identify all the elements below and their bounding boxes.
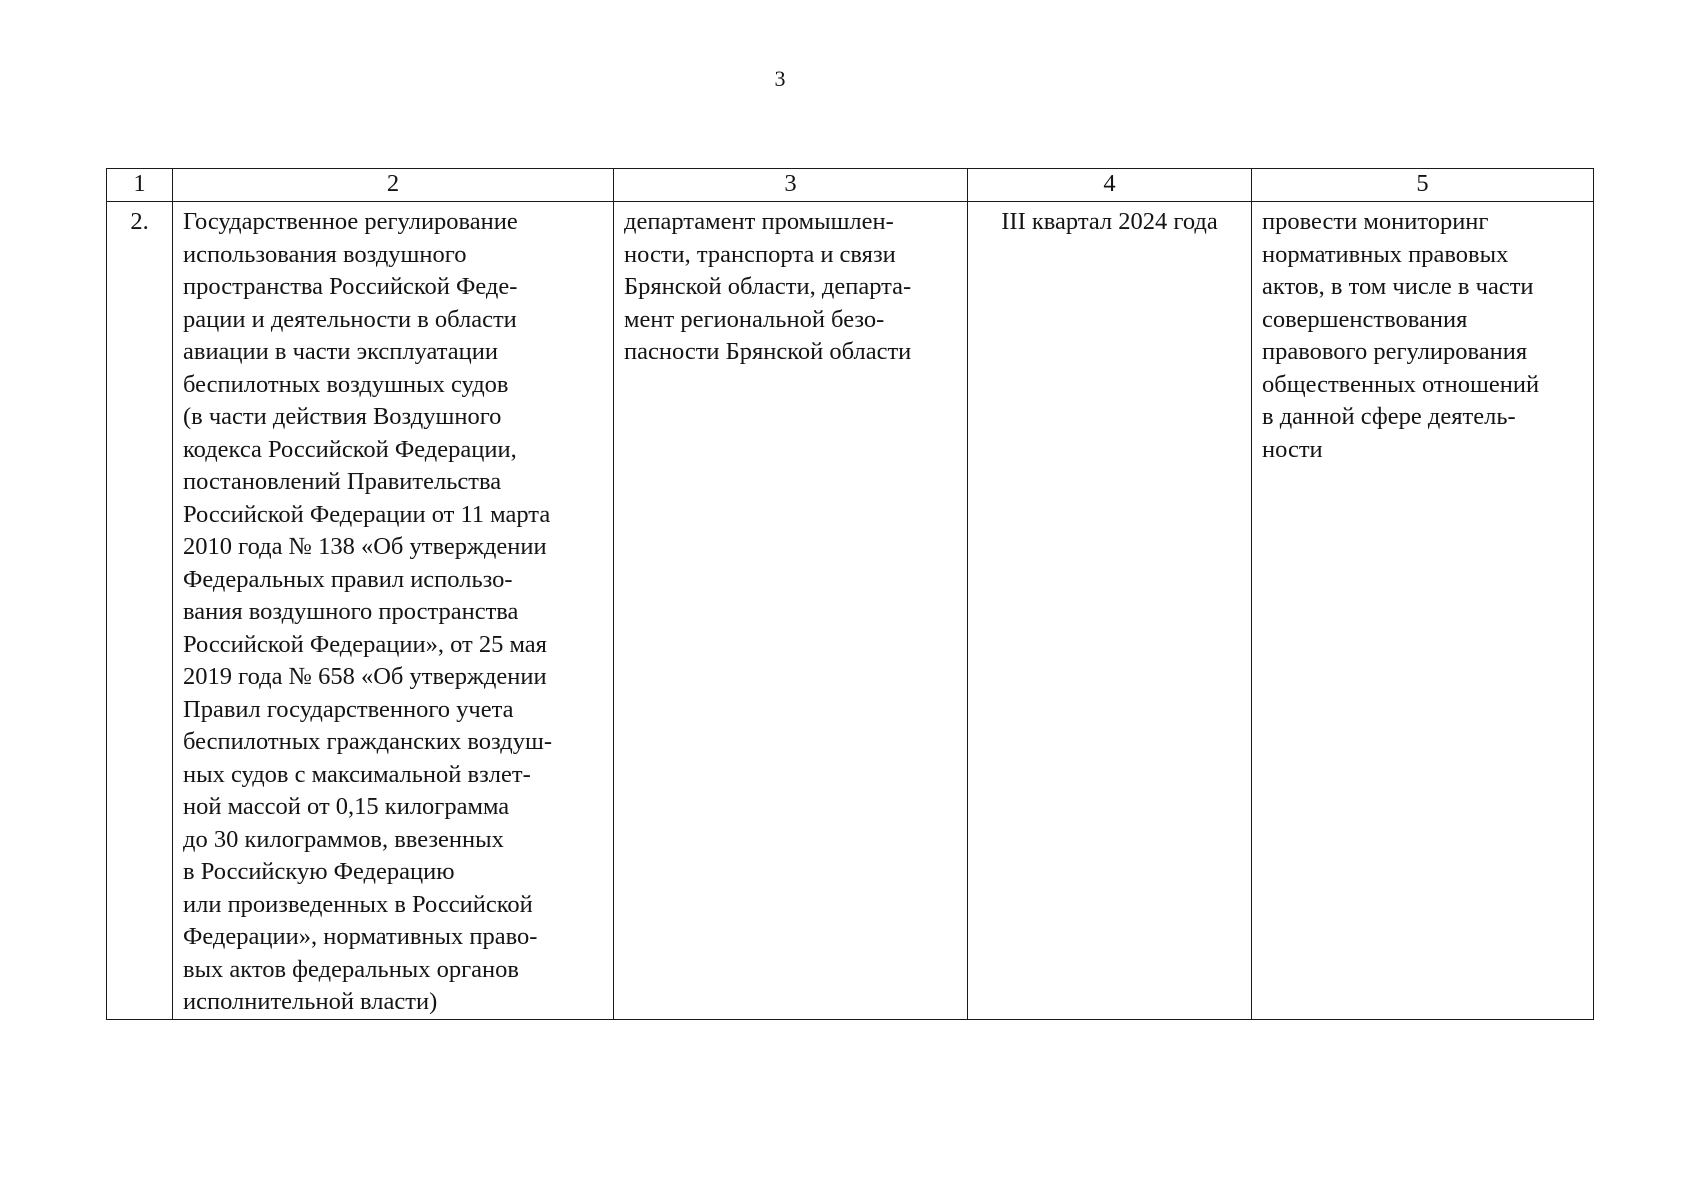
responsible-executor-cell bbox=[614, 202, 968, 1020]
action-line: провести мониторинг bbox=[1262, 208, 1489, 235]
subject-line: в Российскую Федерацию bbox=[183, 858, 455, 885]
subject-line: (в части действия Воздушного bbox=[183, 403, 502, 430]
subject-line: авиации в части эксплуатации bbox=[183, 338, 498, 365]
subject-line: кодекса Российской Федерации, bbox=[183, 435, 517, 463]
table-row bbox=[107, 202, 1594, 1020]
responsible-line: Брянской области, департа- bbox=[624, 273, 912, 300]
action-line: ности bbox=[1262, 435, 1323, 463]
subject-line: постановлений Правительства bbox=[183, 468, 502, 495]
responsible-line: пасности Брянской области bbox=[624, 338, 912, 365]
responsible-line: мент региональной безо- bbox=[624, 305, 885, 333]
subject-line: беспилотных гражданских воздуш- bbox=[183, 728, 552, 755]
measures-table bbox=[106, 168, 1594, 1020]
responsible-line: ности, транспорта и связи bbox=[624, 240, 896, 268]
subject-line: Российской Федерации от 11 марта bbox=[183, 500, 551, 528]
subject-line: беспилотных воздушных судов bbox=[183, 370, 509, 398]
subject-line: вания воздушного пространства bbox=[183, 598, 519, 625]
subject-line: рации и деятельности в области bbox=[183, 305, 517, 333]
subject-line: 2010 года № 138 «Об утверждении bbox=[183, 533, 547, 560]
subject-line: ной массой от 0,15 килограмма bbox=[183, 793, 510, 820]
subject-line: Государственное регулирование bbox=[183, 208, 518, 235]
action-line: нормативных правовых bbox=[1262, 240, 1509, 268]
action-line: правового регулирования bbox=[1262, 338, 1528, 365]
row-number: 2. bbox=[107, 202, 173, 1020]
action-cell bbox=[1252, 202, 1594, 1020]
action-line: совершенствования bbox=[1262, 305, 1468, 333]
subject-line: вых актов федеральных органов bbox=[183, 955, 519, 983]
subject-line: или произведенных в Российской bbox=[183, 890, 533, 918]
subject-line: Российской Федерации», от 25 мая bbox=[183, 630, 547, 658]
subject-line: Федеральных правил использо- bbox=[183, 565, 513, 593]
subject-line: ных судов с максимальной взлет- bbox=[183, 760, 531, 788]
header-cell-4: 4 bbox=[968, 169, 1252, 202]
action-line: актов, в том числе в части bbox=[1262, 273, 1534, 300]
action-line: общественных отношений bbox=[1262, 370, 1540, 398]
deadline-cell: III квартал 2024 года bbox=[968, 202, 1252, 1020]
header-cell-2: 2 bbox=[173, 169, 614, 202]
subject-line: до 30 килограммов, ввезенных bbox=[183, 825, 504, 853]
page-number: 3 bbox=[774, 66, 786, 91]
subject-line: исполнительной власти) bbox=[183, 988, 438, 1015]
header-cell-1: 1 bbox=[107, 169, 173, 202]
subject-line: Федерации», нормативных право- bbox=[183, 923, 538, 950]
regulation-subject-cell bbox=[173, 202, 614, 1020]
subject-line: Правил государственного учета bbox=[183, 695, 514, 723]
subject-line: пространства Российской Феде- bbox=[183, 273, 518, 300]
action-line: в данной сфере деятель- bbox=[1262, 403, 1516, 430]
table-header-row bbox=[107, 169, 1594, 202]
header-cell-5: 5 bbox=[1252, 169, 1594, 202]
subject-line: использования воздушного bbox=[183, 240, 467, 268]
responsible-line: департамент промышлен- bbox=[624, 208, 894, 235]
header-cell-3: 3 bbox=[614, 169, 968, 202]
subject-line: 2019 года № 658 «Об утверждении bbox=[183, 663, 547, 690]
